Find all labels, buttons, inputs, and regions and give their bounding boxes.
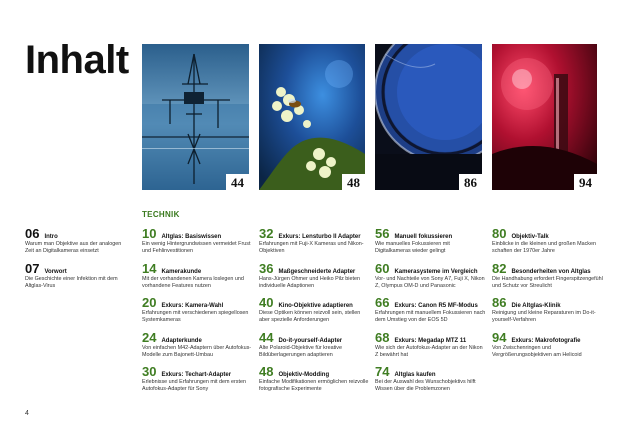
toc-page-number: 44	[259, 330, 274, 345]
toc-title: Altglas: Basiswissen	[161, 234, 222, 240]
toc-page-number: 94	[492, 330, 507, 345]
toc-description: Hans-Jürgen Ohmer und Heiko Pilz bieten individuelle Adaptionen	[259, 276, 360, 290]
page-title: Inhalt	[25, 38, 129, 82]
toc-entry[interactable]	[375, 296, 487, 325]
toc-title: Adapterkunde	[161, 338, 202, 344]
photo-harbor-crane	[142, 44, 249, 190]
toc-entry[interactable]	[375, 331, 487, 360]
toc-entry[interactable]	[492, 296, 604, 325]
toc-entry[interactable]	[259, 262, 371, 291]
toc-description: Reinigung und kleine Reparaturen im Do-it-yourself-Verfahren	[492, 310, 596, 324]
photo-red-lens-mount	[492, 44, 597, 190]
toc-page-number: 14	[142, 261, 157, 276]
toc-title: Maßgeschneiderte Adapter	[278, 269, 356, 275]
toc-page-number: 24	[142, 330, 157, 345]
toc-page-number: 56	[375, 226, 390, 241]
toc-title: Die Altglas-Klinik	[511, 303, 561, 309]
toc-page-number: 74	[375, 364, 390, 379]
toc-entry[interactable]	[259, 331, 371, 360]
toc-title: Kino-Objektive adaptieren	[278, 303, 353, 309]
toc-description: Erfahrungen mit Fuji-X Kameras und Nikon-Objektiven	[259, 241, 364, 255]
toc-title: Objektiv-Modding	[278, 372, 330, 378]
toc-page-number: 10	[142, 226, 157, 241]
toc-description: Diese Optiken können reizvoll sein, stellen aber spezielle Anforderungen	[259, 310, 361, 324]
toc-description: Von einfachen M42-Adaptern über Autofokus-Modelle zum Bajonett-Umbau	[142, 345, 252, 359]
toc-entry[interactable]	[492, 262, 604, 291]
toc-title: Altglas kaufen	[394, 372, 436, 378]
photo-bee-flowers	[259, 44, 365, 190]
toc-description: Ein wenig Hintergrundwissen vermeidet Frust und Fehlinvestitionen	[142, 241, 251, 255]
toc-entry[interactable]	[142, 331, 254, 360]
toc-description: Bei der Auswahl des Wunschobjektivs hilft Wissen über die Problemzonen	[375, 379, 476, 393]
toc-title: Exkurs: Techart-Adapter	[161, 372, 232, 378]
toc-title: Kamerasysteme im Vergleich	[394, 269, 478, 275]
toc-entry[interactable]	[492, 227, 604, 256]
toc-entry[interactable]	[375, 365, 487, 394]
photo-page-number: 94	[574, 174, 597, 190]
toc-description: Erfahrungen mit manuellem Fokussieren nach dem Umstieg von der EOS 5D	[375, 310, 486, 324]
photo-page-number: 48	[342, 174, 365, 190]
toc-entry[interactable]	[492, 331, 604, 360]
toc-description: Erfahrungen mit verschiedenen spiegellosen Systemkameras	[142, 310, 249, 324]
toc-title: Exkurs: Kamera-Wahl	[161, 303, 224, 309]
toc-description: Vor- und Nachteile von Sony A7, Fuji X, Nikon Z, Olympus OM-D und Panasonic	[375, 276, 485, 290]
page-folio: 4	[25, 410, 29, 417]
toc-entry[interactable]	[25, 227, 125, 256]
toc-description: Von Zwischenringen und Vergrößerungsobjektiven am Helicoid	[492, 345, 582, 359]
toc-page-number: 60	[375, 261, 390, 276]
toc-entry[interactable]	[25, 262, 125, 291]
toc-description: Warum man Objektive aus der analogen Zeit an Digitalkameras einsetzt	[25, 241, 122, 255]
toc-description: Mit der vorhandenen Kamera loslegen und vorhandene Features nutzen	[142, 276, 244, 290]
toc-page-number: 48	[259, 364, 274, 379]
photo-page-number: 44	[226, 174, 249, 190]
toc-page-number: 80	[492, 226, 507, 241]
toc-description: Wie manuelles Fokussieren mit Digitalkameras wieder gelingt	[375, 241, 450, 255]
toc-title: Do-it-yourself-Adapter	[278, 338, 343, 344]
toc-title: Exkurs: Canon R5 MF-Modus	[394, 303, 478, 309]
toc-page-number: 20	[142, 295, 157, 310]
toc-entry[interactable]	[375, 262, 487, 291]
toc-page-number: 66	[375, 295, 390, 310]
toc-entry[interactable]	[142, 262, 254, 291]
toc-description: Erlebnisse und Erfahrungen mit dem ersten Autofokus-Adapter für Sony	[142, 379, 246, 393]
toc-page-number: 30	[142, 364, 157, 379]
toc-title: Besonderheiten von Altglas	[511, 269, 591, 275]
toc-description: Einfache Modifikationen ermöglichen reizvolle fotografische Experimente	[259, 379, 369, 393]
toc-entry[interactable]	[259, 296, 371, 325]
toc-page-number: 68	[375, 330, 390, 345]
toc-page-number: 06	[25, 226, 40, 241]
toc-description: Die Geschichte einer Infektion mit dem Altglas-Virus	[25, 276, 118, 290]
toc-description: Die Handhabung erfordert Fingerspitzengefühl und Schutz vor Streulicht	[492, 276, 603, 290]
toc-title: Kamerakunde	[161, 269, 202, 275]
toc-title: Exkurs: Makrofotografie	[511, 338, 581, 344]
toc-description: Alte Polaroid-Objektive für kreative Bildüberlagerungen adaptieren	[259, 345, 342, 359]
toc-page-number: 86	[492, 295, 507, 310]
toc-entry[interactable]	[142, 365, 254, 394]
toc-title: Vorwort	[44, 269, 67, 275]
photo-page-number: 86	[459, 174, 482, 190]
photo-lens-element	[375, 44, 482, 190]
toc-entry[interactable]	[142, 296, 254, 325]
toc-page-number: 82	[492, 261, 507, 276]
toc-title: Manuell fokussieren	[394, 234, 453, 240]
toc-title: Intro	[44, 234, 58, 240]
toc-entry[interactable]	[259, 227, 371, 256]
toc-description: Einblicke in die kleinen und großen Macken schaften der 1970er Jahre	[492, 241, 596, 255]
toc-page-number: 36	[259, 261, 274, 276]
toc-entry[interactable]	[142, 227, 254, 256]
toc-description: Wie sich der Autofokus-Adapter an der Nikon Z bewährt hat	[375, 345, 483, 359]
section-label: TECHNIK	[142, 210, 180, 219]
toc-entry[interactable]	[259, 365, 371, 394]
toc-title: Exkurs: Megadap MTZ 11	[394, 338, 467, 344]
toc-page-number: 07	[25, 261, 40, 276]
toc-page-number: 32	[259, 226, 274, 241]
toc-title: Exkurs: Lensturbo II Adapter	[278, 234, 361, 240]
toc-title: Objektiv-Talk	[511, 234, 549, 240]
toc-entry[interactable]	[375, 227, 487, 256]
toc-page-number: 40	[259, 295, 274, 310]
